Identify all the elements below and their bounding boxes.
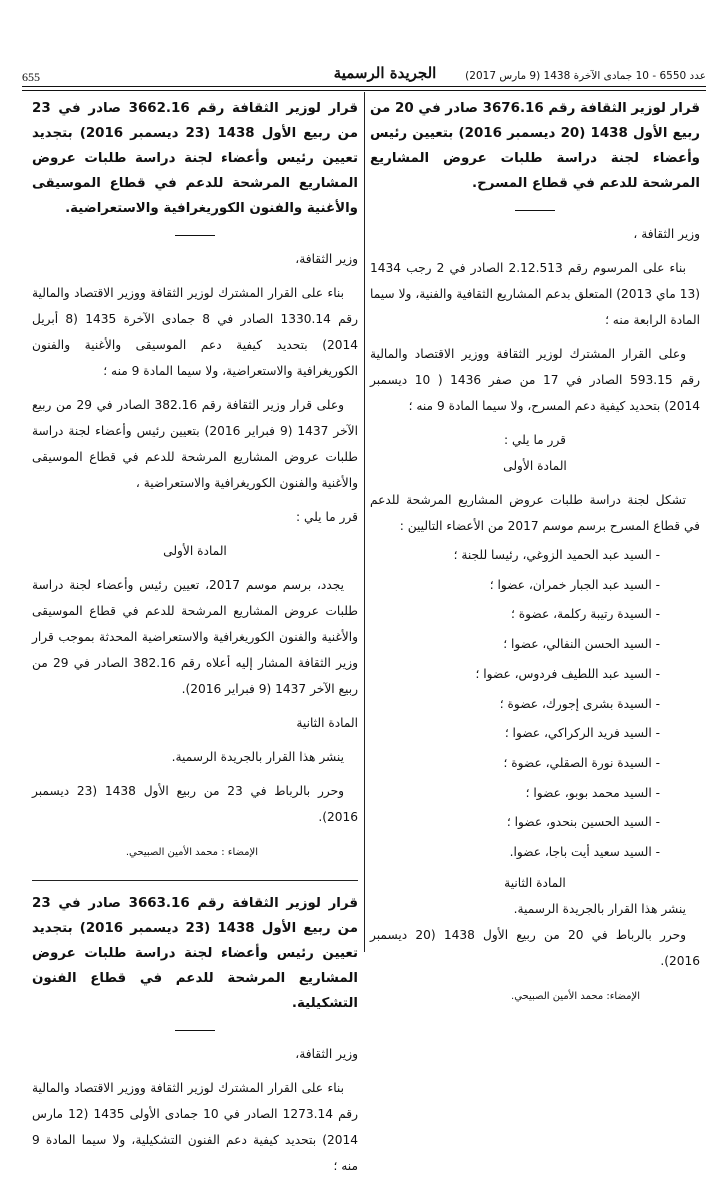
decree-separator-rule xyxy=(32,880,358,881)
member-item: - السيد سعيد أيت باجا، عضوا. xyxy=(509,845,660,860)
member-item: - السيد الحسين بنحدو، عضوا ؛ xyxy=(506,815,660,830)
member-item: - السيدة بشرى إجورك، عضوة ؛ xyxy=(499,696,660,711)
decided-line: قرر ما يلي : xyxy=(504,433,566,447)
article-text: يجدد، برسم موسم 2017، تعيين رئيس وأعضاء لجنة دراسة طلبات عروض المشاريع المرشحة للدعم في قطاع الموسيقى والأغنية والفنون الكوريغرافية والاستعراضية المحدثة بموجب قرار وزير الثقافة المشار إليه أعلاه رقم 382.16 الصادر في 29 من ربيع الآخر 1437 (9 فبراير 2016). xyxy=(32,578,358,696)
member-item: - السيد عبد اللطيف فردوس، عضوا ؛ xyxy=(475,666,660,681)
member-item: - السيد محمد بوبو، عضوا ؛ xyxy=(525,785,660,800)
header-rule-top xyxy=(22,86,706,87)
members-list xyxy=(370,541,700,868)
article-heading: المادة الأولى xyxy=(503,459,567,473)
member-item: - السيد عبد الجبار خمران، عضوا ؛ xyxy=(489,577,660,592)
preamble-paragraph: بناء على المرسوم رقم 2.12.513 الصادر في 2 رجب 1434 (13 ماي 2013) المتعلق بدعم المشاريع الثقافية والفنية، ولا سيما المادة الرابعة منه ؛ xyxy=(370,261,700,327)
decree-title: قرار لوزير الثقافة رقم 3676.16 صادر في 20 من ربيع الأول 1438 (20 ديسمبر 2016) بتعيين رئيس وأعضاء لجنة دراسة طلبات عروض المشاريع المرشحة للدعم في قطاع المسرح. xyxy=(370,101,700,191)
column-divider xyxy=(364,92,365,952)
member-item: - السيدة رتيبة ركلمة، عضوة ؛ xyxy=(511,607,660,622)
minister-line: وزير الثقافة، xyxy=(295,1047,358,1061)
preamble-paragraph: بناء على القرار المشترك لوزير الثقافة ووزير الاقتصاد والمالية رقم 1330.14 الصادر في 8 جمادى الآخرة 1435 (8 أبريل 2014) بتحديد كيفية دعم الموسيقى والأغنية والفنون الكوريغرافية والاستعراضية، ولا سيما المادة 9 منه ؛ xyxy=(32,286,358,378)
title-separator xyxy=(515,210,555,211)
preamble-paragraph: بناء على القرار المشترك لوزير الثقافة ووزير الاقتصاد والمالية رقم 1273.14 الصادر في 10 جمادى الأولى 1435 (12 مارس 2014) بتحديد كيفية دعم الفنون التشكيلية، ولا سيما المادة 9 منه ؛ xyxy=(32,1081,358,1173)
header-rule-bottom xyxy=(22,90,706,91)
minister-line: وزير الثقافة ، xyxy=(633,227,700,241)
member-item: - السيد عبد الحميد الزوغي، رئيسا للجنة ؛ xyxy=(453,548,660,562)
done-at-line: وحرر بالرباط في 23 من ربيع الأول 1438 (23 ديسمبر 2016). xyxy=(32,784,358,824)
decree-title: قرار لوزير الثقافة رقم 3663.16 صادر في 23 من ربيع الأول 1438 (23 ديسمبر 2016) بتجديد تعيين رئيس وأعضاء لجنة دراسة طلبات عروض المشاريع المرشحة للدعم في قطاع الفنون التشكيلية. xyxy=(32,896,358,1011)
done-at-line: وحرر بالرباط في 20 من ربيع الأول 1438 (20 ديسمبر 2016). xyxy=(370,927,700,968)
article-text: ينشر هذا القرار بالجريدة الرسمية. xyxy=(171,750,344,764)
title-separator xyxy=(175,235,215,236)
member-item: - السيد الحسن النفالي، عضوا ؛ xyxy=(503,637,660,652)
signature: الإمضاء: محمد الأمين الصبيحي. xyxy=(511,990,640,1002)
article-text: ينشر هذا القرار بالجريدة الرسمية. xyxy=(513,901,686,916)
decree-title: قرار لوزير الثقافة رقم 3662.16 صادر في 23 من ربيع الأول 1438 (23 ديسمبر 2016) بتجديد تعيين رئيس وأعضاء لجنة دراسة طلبات عروض المشاريع المرشحة للدعم في قطاع الموسيقى والأغنية والفنون الكوريغرافية والاستعراضية. xyxy=(32,101,358,216)
preamble-paragraph: وعلى القرار المشترك لوزير الثقافة ووزير الاقتصاد والمالية رقم 593.15 الصادر في 17 من صفر 1436 ( 10 ديسمبر 2014) بتحديد كيفية دعم المسرح، ولا سيما المادة 9 منه ؛ xyxy=(370,347,700,413)
preamble-paragraph: وعلى قرار وزير الثقافة رقم 382.16 الصادر في 29 من ربيع الآخر 1437 (9 فبراير 2016) بتعيين رئيس وأعضاء لجنة دراسة طلبات عروض المشاريع المرشحة للدعم في قطاع الموسيقى والأغنية والفنون الكوريغرافية والاستعراضية ، xyxy=(32,398,358,490)
minister-line: وزير الثقافة، xyxy=(295,252,358,266)
decided-line: قرر ما يلي : xyxy=(296,510,358,524)
page-number: 655 xyxy=(22,70,40,84)
right-column xyxy=(370,96,700,1010)
left-column xyxy=(32,96,358,1179)
title-separator xyxy=(175,1030,215,1031)
issue-reference: عدد 6550 - 10 جمادى الآخرة 1438 (9 مارس 2017) xyxy=(465,70,706,82)
article-heading: المادة الثانية xyxy=(296,716,358,730)
signature: الإمضاء : محمد الأمين الصبيحي. xyxy=(125,847,258,858)
member-item: - السيدة نورة الصقلي، عضوة ؛ xyxy=(503,755,660,770)
gazette-title: الجريدة الرسمية xyxy=(333,64,437,82)
article-text: تشكل لجنة دراسة طلبات عروض المشاريع المرشحة للدعم في قطاع المسرح برسم موسم 2017 من الأعضاء التاليين : xyxy=(370,493,700,533)
article-heading: المادة الأولى xyxy=(163,544,227,558)
article-heading: المادة الثانية xyxy=(504,875,566,890)
member-item: - السيد فريد الركراكي، عضوا ؛ xyxy=(504,726,660,741)
